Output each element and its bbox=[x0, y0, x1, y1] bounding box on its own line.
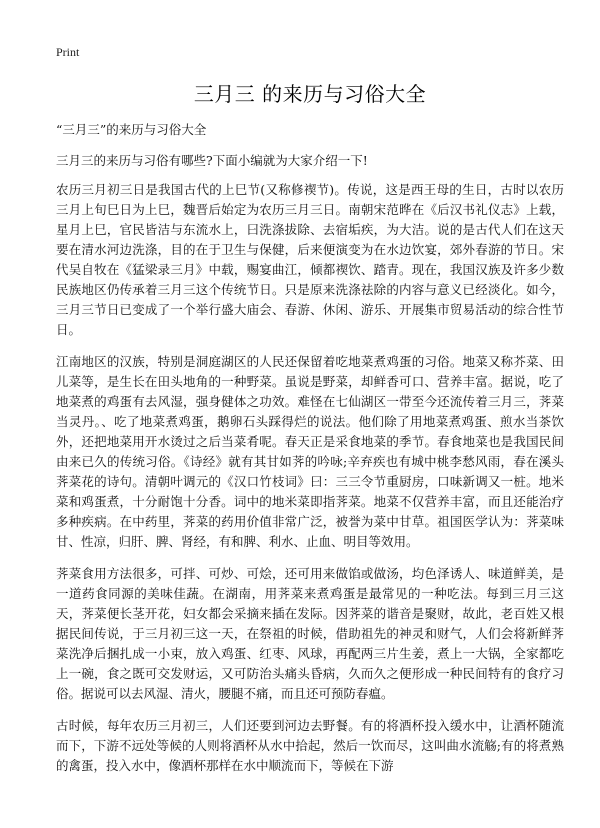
paragraph: 江南地区的汉族，特别是洞庭湖区的人民还保留着吃地菜煮鸡蛋的习俗。地菜又称芥菜、田儿菜等，是生长在田头地角的一种野菜。虽说是野菜，却鲜香可口、营养丰富。据说，吃了地菜煮的鸡蛋有去风湿，强身健体之功效。难怪在七仙湖区一带至今还流传着三月三，荠菜当灵丹。、吃了地菜煮鸡蛋，鹅卵石头踩得烂的说法。他们除了用地菜煮鸡蛋、煎水当茶饮外，还把地菜用开水烫过之后当菜肴呢。春天正是采食地菜的季节。春食地菜也是我国民间由来已久的传统习俗。《诗经》就有其甘如荠的吟咏;辛弃疾也有城中桃李愁风雨，春在溪头荠菜花的诗句。清朝叶调元的《汉口竹枝词》曰：三三令节重厨房，口味新调又一桩。地米菜和鸡蛋煮，十分耐饱十分香。词中的地米菜即指荠菜。地菜不仅营养丰富，而且还能治疗多种疾病。在中药里，荠菜的药用价值非常广泛，被誉为菜中甘草。祖国医学认为：荠菜味甘、性凉，归肝、脾、肾经，有和脾、利水、止血、明目等效用。 bbox=[56, 354, 564, 549]
article-body bbox=[56, 180, 564, 788]
paragraph: 农历三月初三日是我国古代的上巳节(又称修禊节)。传说，这是西王母的生日，古时以农历三月上旬巳日为上巳，魏晋后始定为农历三月三日。南朝宋范晔在《后汉书礼仪志》上载，星月上巳，官民皆洁与东流水上，曰洗涤拔除、去宿垢疾，为大洁。说的是古代人们在这天要在清水河边洗涤，目的在于卫生与保健，后来便演变为在水边饮宴，郊外春游的节日。宋代吴自牧在《猛梁录三月》中载，赐宴曲江，倾都禊饮、踏青。现在，我国汉族及许多少数民族地区仍传承着三月三这个传统节日。只是原来洗涤祛除的内容与意义已经淡化。如今，三月三节日已变成了一个举行盛大庙会、春游、休闲、游乐、开展集市贸易活动的综合性节日。 bbox=[56, 182, 564, 337]
paragraph: 古时候，每年农历三月初三，人们还要到河边去野餐。有的将酒杯投入缓水中，让酒杯随流而下，下游不远处等候的人则将酒杯从水中拾起，然后一饮而尽，这叫曲水流觞;有的将煮熟的禽蛋，投入水中，像酒杯那样在水中顺流而下，等候在下游 bbox=[56, 718, 564, 773]
article-subtitle: “三月三”的来历与习俗大全 bbox=[56, 122, 207, 137]
page-title: 三月三 的来历与习俗大全 bbox=[193, 82, 427, 106]
document-page bbox=[56, 0, 564, 828]
intro-line: 三月三的来历与习俗有哪些?下面小编就为大家介绍一下! bbox=[56, 153, 368, 168]
print-link[interactable]: Print bbox=[56, 45, 80, 59]
paragraph: 荠菜食用方法很多，可拌、可炒、可烩，还可用来做馅或做汤，均色泽诱人、味道鲜美，是一道药食同源的美味佳蔬。在湖南，用荠菜来煮鸡蛋是最常见的一种吃法。每到三月三这天，荠菜便长茎开花，妇女都会采摘来插在发际。因荠菜的谐音是聚财，故此，老百姓又根据民间传说，于三月初三这一天，在祭祖的时候，借助祖先的神灵和财气，人们会将新鲜荠菜洗净后捆扎成一小束，放入鸡蛋、红枣、风球，再配两三片生姜，煮上一大锅，全家都吃上一碗，食之既可交发财运，又可防治头痛头昏病，久而久之便形成一种民间特有的食疗习俗。据说可以去风湿、清火，腰腿不痛，而且还可预防春瘟。 bbox=[56, 566, 564, 701]
